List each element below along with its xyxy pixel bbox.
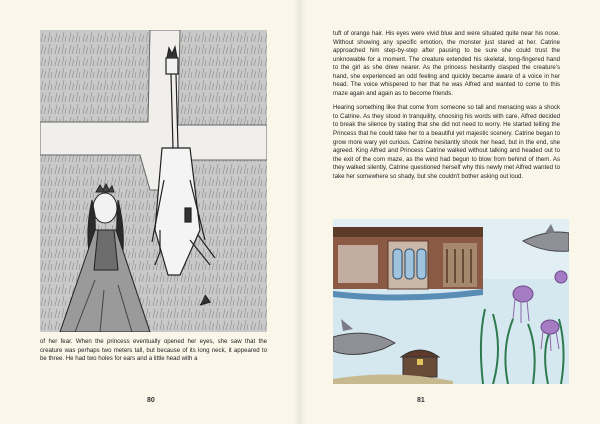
pencil-illustration: [40, 30, 267, 332]
page-number-right: 81: [417, 397, 425, 404]
paragraph: Hearing something like that come from someone so tall and menacing was a shock to Catrine. As they stood in tranquility, choosing his words with care, Alfred decided to break the silence by stating that she did not need to worry. He started telling the Princess that he could take her to a beautiful yet majestic scenery. Catrine began to grow more wary yet curious. Catrine hesitantly shook her head, but in the end, she agreed. King Alfred and Princess Catrine walked without talking and headed out to the exit of the corn maze, as the wind had begun to blow from behind of them. As they walked silently, Catrine questioned herself why this newly met Alfred wanted to take her somewhere so shady, but she couldn't bother asking out loud.: [333, 104, 560, 180]
left-page-text: [40, 338, 267, 370]
page-number-left: 80: [147, 397, 155, 404]
right-page: [300, 0, 600, 424]
underwater-illustration: [333, 219, 569, 384]
paragraph: tuft of orange hair. His eyes were vivid blue and were situated quite near his nose. Without showing any specific emotion, the monster just stared at her. Catrine approached him step-by-step after pausing to be sure she could trust the unknowable for a moment. The creature extended his skeletal, long-fingered hand to the girl as she drew nearer. As the princess hesitantly clasped the creature's hand, she experienced an odd feeling and quickly became aware of a voice in her head. The voice whispered to her that he was Alfred and wanted to come to this maze again and again as to become friends.: [333, 30, 560, 97]
paragraph: of her fear. When the princess eventually opened her eyes, she saw that the creature was perhaps two meters tall, but because of its long neck, it appeared to be three. He had two holes for ears and a little head with a: [40, 338, 267, 363]
right-page-text: [333, 30, 560, 187]
